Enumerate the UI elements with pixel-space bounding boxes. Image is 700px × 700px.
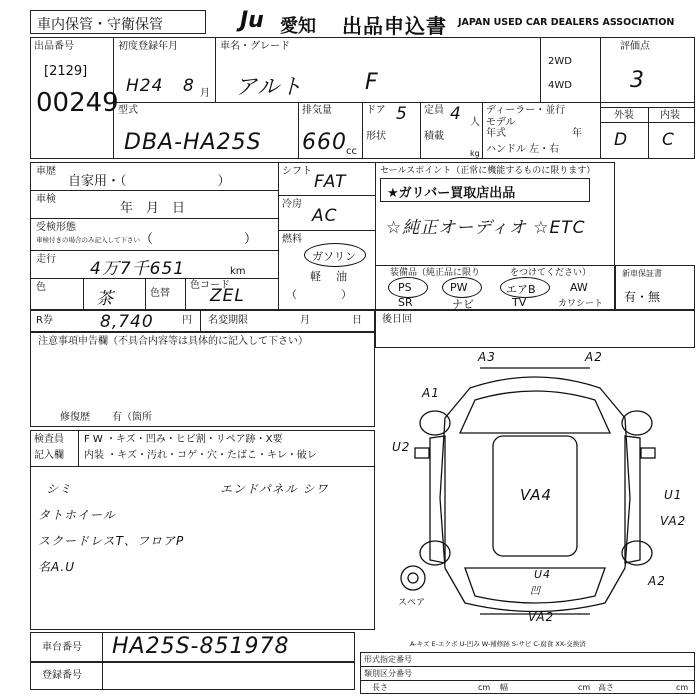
- inspection-note-5: 名A.U: [38, 560, 76, 574]
- load-label: 積載: [424, 131, 444, 142]
- shaken-label: 車検: [36, 194, 56, 205]
- interior-value: C: [662, 130, 675, 150]
- mileage-unit: km: [230, 266, 246, 277]
- color-value: 茶: [96, 289, 114, 309]
- fuel-gasoline-circle: [304, 243, 366, 267]
- displacement-unit: cc: [346, 146, 357, 157]
- mileage-label: 走行: [36, 254, 56, 265]
- history-label: 車歴: [36, 166, 56, 177]
- chassis-value: HA25S-851978: [112, 634, 290, 659]
- equip-seat: カワシート: [558, 299, 604, 309]
- drive-2wd: 2WD: [548, 56, 572, 67]
- inspection-note-2: エンドパネル シワ: [220, 482, 329, 496]
- warranty-value: 有・無: [624, 290, 661, 304]
- shaken-value: 年 月 日: [120, 201, 186, 216]
- spec-length-unit: cm: [478, 683, 491, 692]
- recycle-fee-row: [30, 310, 375, 332]
- association-en: JAPAN USED CAR DEALERS ASSOCIATION: [458, 17, 675, 28]
- fuel-label: 燃料: [282, 234, 302, 245]
- aircon-label: 冷房: [282, 199, 302, 210]
- spec-height-label: 高さ: [598, 683, 614, 692]
- dealer-handle: ハンドル 左・右: [486, 144, 560, 155]
- recycle-fee-value: 8,740: [100, 312, 154, 332]
- spec-length-label: 長さ: [372, 683, 388, 692]
- repair-value: 有（箇所: [112, 412, 152, 423]
- exterior-value: D: [614, 130, 629, 150]
- score-label: 評価点: [620, 41, 650, 52]
- equip-navi: ナビ: [452, 298, 474, 311]
- storage-tag: [30, 10, 206, 34]
- association-name: 愛知: [280, 16, 316, 37]
- shift-value: FAT: [314, 172, 347, 192]
- form-title: 出品申込書: [342, 14, 447, 38]
- spec-width-unit: cm: [578, 683, 591, 692]
- aircon-value: AC: [312, 206, 338, 226]
- registration-year: H24: [126, 76, 164, 96]
- equip-airbag: エアB: [506, 283, 536, 296]
- registration-month-unit: 月: [200, 88, 210, 99]
- capacity-label: 定員: [424, 105, 444, 116]
- exterior-label: 外装: [614, 110, 634, 121]
- equip-sr: SR: [398, 296, 413, 309]
- mark-a1: A1: [422, 386, 440, 400]
- selling-point-note: ☆純正オーディオ ☆ETC: [386, 218, 586, 238]
- interior-label: 内装: [660, 110, 680, 121]
- equip-ps-circle: [388, 277, 428, 298]
- recycle-fee-unit: 円: [182, 315, 192, 326]
- equip-pw-circle: [442, 277, 482, 298]
- recycle-value: （ ）: [140, 232, 258, 247]
- lot-label: 出品番号: [34, 41, 74, 52]
- mark-a2-top: A2: [585, 350, 603, 364]
- repair-label: 修復歴: [60, 412, 90, 423]
- type-value: DBA-HA25S: [124, 130, 262, 155]
- displacement-label: 排気量: [302, 105, 332, 116]
- load-unit: kg: [470, 149, 480, 158]
- inspection-note-4: スクードレスT、フロアP: [38, 534, 185, 548]
- equip-pw: PW: [450, 281, 468, 294]
- selling-point-label: セールスポイント（正常に機能するものに限ります）: [380, 166, 596, 176]
- spec-height-unit: cm: [676, 683, 689, 692]
- capacity-value: 4: [450, 104, 462, 124]
- fuel-oil: 油: [336, 270, 347, 283]
- mark-va2-bottom: VA2: [528, 610, 555, 624]
- inspection-note-3: タトホイール: [38, 508, 116, 522]
- mark-u1: U1: [664, 488, 683, 502]
- shift-label: シフト: [282, 166, 312, 177]
- history-value: 自家用・（ ）: [68, 174, 231, 189]
- mark-va2-right: VA2: [660, 514, 687, 528]
- storage-tag-text: 車内保管・守衛保管: [37, 17, 163, 33]
- color-code-value: ZEL: [210, 286, 245, 306]
- mark-a2-bottom: A2: [648, 574, 666, 588]
- equip-aw: AW: [570, 281, 588, 294]
- shape-label: 形状: [366, 131, 386, 142]
- dealer-year-unit: 年: [572, 128, 582, 139]
- recycle-fee-label: R券: [36, 315, 53, 326]
- mark-va4: VA4: [520, 486, 553, 504]
- recycle-sub: 車検付きの場合のみ記入して下さい: [36, 236, 140, 244]
- spec-form-label: 形式指定番号: [364, 655, 412, 664]
- rear-label: 後日回: [382, 314, 412, 325]
- name-change-month: 月: [300, 315, 310, 326]
- equipment-label: 装備品（純正品に限り: [390, 268, 481, 278]
- mark-u4: U4: [534, 568, 552, 581]
- fuel-paren: （ ）: [286, 288, 352, 301]
- equip-ps: PS: [398, 281, 412, 294]
- mark-a3: A3: [478, 350, 496, 364]
- capacity-unit: 人: [470, 117, 480, 128]
- spec-class-label: 類別区分番号: [364, 669, 412, 678]
- dealer-line: ディーラー・並行: [486, 105, 566, 116]
- displacement-value: 660: [302, 130, 347, 155]
- inspection-row1: F W ・キズ・凹み・ヒビ割・リペア跡・X要: [84, 434, 283, 445]
- dealer-year: 年式: [486, 128, 506, 139]
- notes-label: 注意事項申告欄（不具合内容等は具体的に記入して下さい）: [38, 336, 308, 347]
- warranty-label: 新車保証書: [622, 269, 662, 278]
- lot-bracket-number: [2129]: [44, 64, 88, 79]
- name-change-day: 日: [352, 315, 362, 326]
- fuel-gasoline: ガソリン: [312, 250, 356, 263]
- equipment-label-2: をつけてください）: [510, 268, 592, 278]
- dealer-model: モデル: [486, 117, 516, 128]
- mark-dent: 凹: [530, 586, 541, 597]
- legend: A-キズ E-エクボ U-凹み W-補修跡 S-サビ C-腐食 XX-交換済: [410, 640, 586, 648]
- chassis-label: 車台番号: [42, 642, 82, 653]
- model-label: 車名・グレード: [220, 41, 290, 52]
- color-change-label: 色替: [150, 288, 170, 299]
- recycle-label: 受検形態: [36, 222, 76, 233]
- fuel-kei: 軽: [310, 270, 321, 283]
- score-value: 3: [630, 68, 645, 93]
- entry-label: 記入欄: [34, 450, 64, 461]
- equip-tv: TV: [512, 296, 527, 309]
- registration-month: 8: [183, 76, 195, 96]
- mark-u2: U2: [392, 440, 411, 454]
- inspector-label: 検査員: [34, 434, 64, 445]
- spare-label: スペア: [398, 598, 426, 608]
- selling-point-banner-text: ★ガリバー買取店出品: [387, 186, 516, 201]
- spec-width-label: 幅: [500, 683, 508, 692]
- inspection-note-1: シミ: [46, 482, 73, 496]
- color-code-label: 色コード: [190, 280, 230, 291]
- ju-logo: Ju: [240, 8, 264, 33]
- type-label: 型式: [118, 105, 138, 116]
- lot-number: 00249: [36, 88, 119, 118]
- rear-box: [375, 310, 695, 348]
- doors-value: 5: [396, 104, 408, 124]
- doors-label: ドア: [366, 105, 386, 116]
- drive-4wd: 4WD: [548, 80, 572, 91]
- name-change-label: 名変期限: [208, 315, 248, 326]
- model-name: アルト: [235, 75, 304, 100]
- inspection-row2: 内装 ・キズ・汚れ・コゲ・穴・たばこ・キレ・破レ: [84, 450, 317, 461]
- color-label: 色: [36, 282, 46, 293]
- registration-label: 初度登録年月: [118, 41, 178, 52]
- mileage-value: 4万7千651: [90, 259, 186, 279]
- plate-label: 登録番号: [42, 670, 82, 681]
- model-grade: F: [365, 70, 379, 95]
- selling-point-banner: [380, 178, 590, 202]
- equip-airbag-circle: [500, 277, 550, 298]
